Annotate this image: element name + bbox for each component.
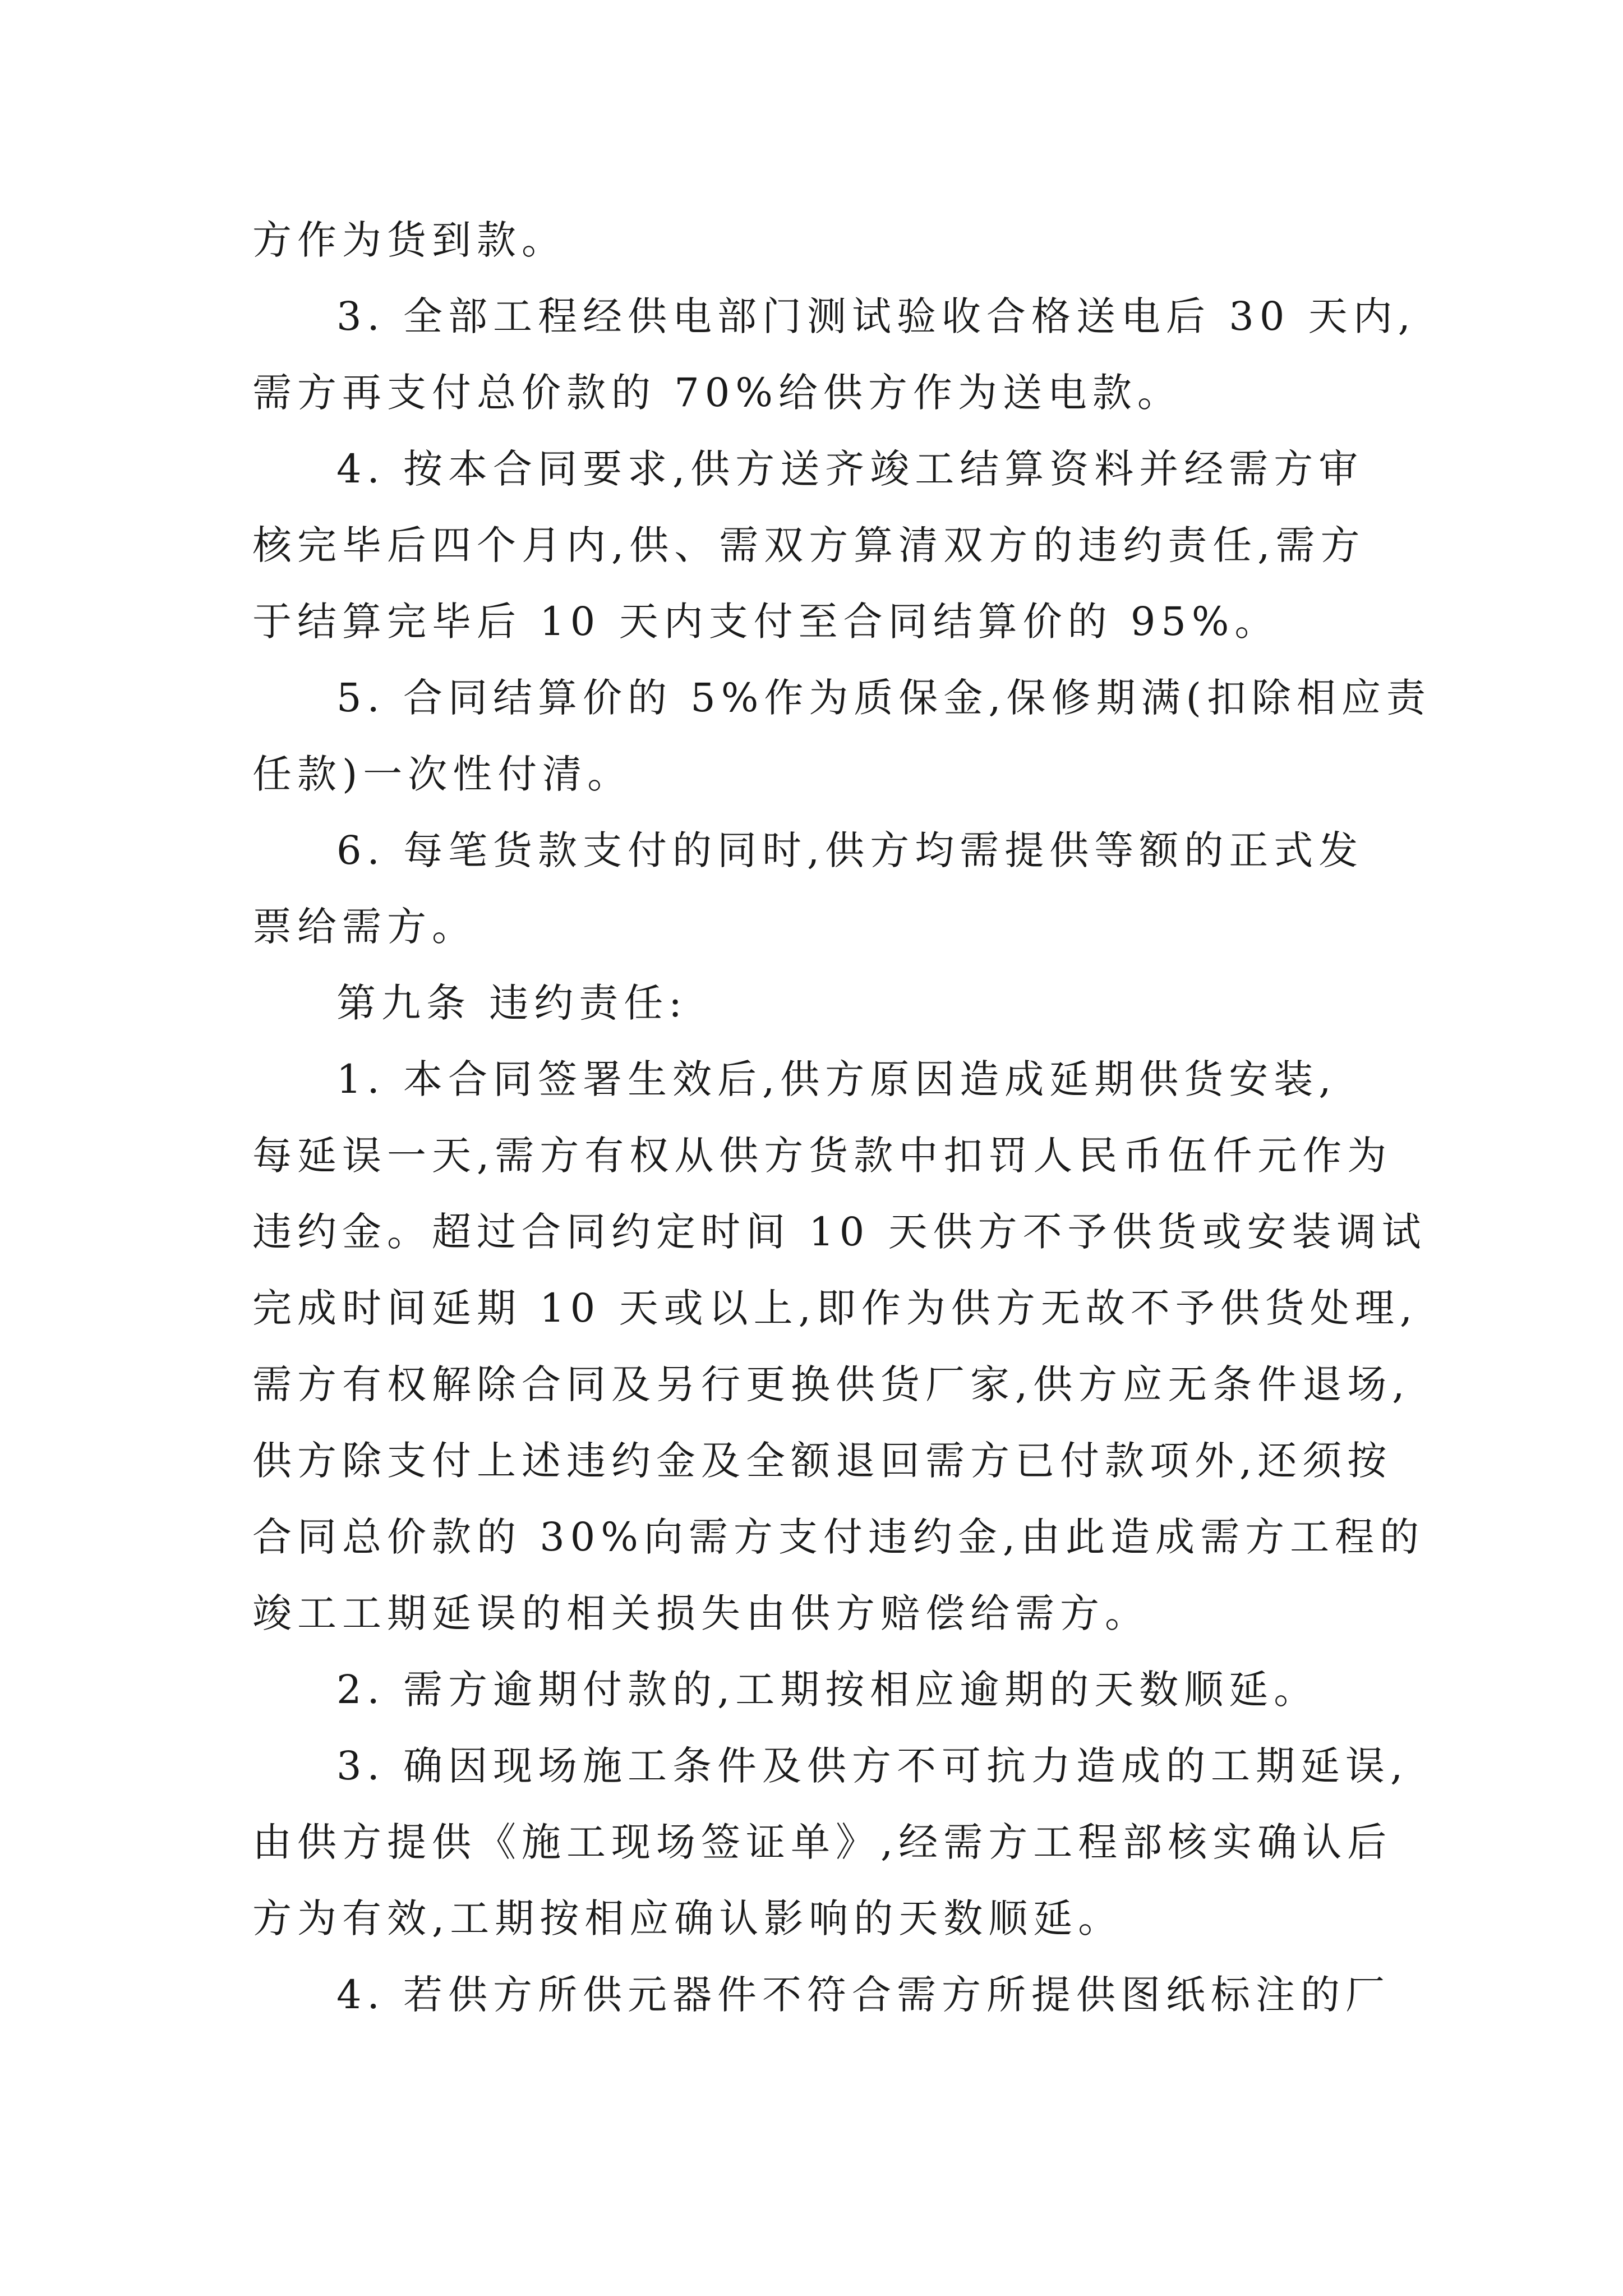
text-line: 4. 按本合同要求,供方送齐竣工结算资料并经需方审 — [336, 446, 1364, 492]
text-line: 方作为货到款。 — [252, 217, 566, 263]
text-line: 核完毕后四个月内,供、需双方算清双方的违约责任,需方 — [252, 522, 1366, 568]
text-line: 方为有效,工期按相应确认影响的天数顺延。 — [252, 1895, 1123, 1941]
text-line: 6. 每笔货款支付的同时,供方均需提供等额的正式发 — [336, 827, 1364, 873]
text-line: 每延误一天,需方有权从供方货款中扣罚人民币伍仟元作为 — [252, 1133, 1393, 1179]
text-line: 5. 合同结算价的 5%作为质保金,保修期满(扣除相应责 — [336, 675, 1431, 721]
text-line: 于结算完毕后 10 天内支付至合同结算价的 95%。 — [252, 599, 1280, 645]
text-line: 1. 本合同签署生效后,供方原因造成延期供货安装, — [336, 1056, 1337, 1102]
text-line: 需方再支付总价款的 70%给供方作为送电款。 — [252, 370, 1182, 416]
text-line: 4. 若供方所供元器件不符合需方所提供图纸标注的厂 — [336, 1972, 1391, 2018]
section-heading: 第九条 违约责任: — [336, 980, 688, 1026]
text-line: 违约金。超过合同约定时间 10 天供方不予供货或安装调试 — [252, 1209, 1427, 1255]
text-line: 任款)一次性付清。 — [252, 751, 633, 797]
text-line: 3. 确因现场施工条件及供方不可抗力造成的工期延误, — [336, 1743, 1409, 1789]
text-line: 2. 需方逾期付款的,工期按相应逾期的天数顺延。 — [336, 1667, 1319, 1713]
text-line: 3. 全部工程经供电部门测试验收合格送电后 30 天内, — [336, 293, 1416, 339]
text-line: 供方除支付上述违约金及全额退回需方已付款项外,还须按 — [252, 1438, 1393, 1484]
text-line: 竣工工期延误的相关损失由供方赔偿给需方。 — [252, 1590, 1150, 1636]
text-line: 合同总价款的 30%向需方支付违约金,由此造成需方工程的 — [252, 1514, 1425, 1560]
text-line: 由供方提供《施工现场签证单》,经需方工程部核实确认后 — [252, 1819, 1393, 1865]
contract-text-body — [252, 202, 1431, 2033]
text-line: 票给需方。 — [252, 904, 477, 950]
text-line: 完成时间延期 10 天或以上,即作为供方无故不予供货处理, — [252, 1285, 1418, 1331]
text-line: 需方有权解除合同及另行更换供货厂家,供方应无条件退场, — [252, 1361, 1410, 1407]
